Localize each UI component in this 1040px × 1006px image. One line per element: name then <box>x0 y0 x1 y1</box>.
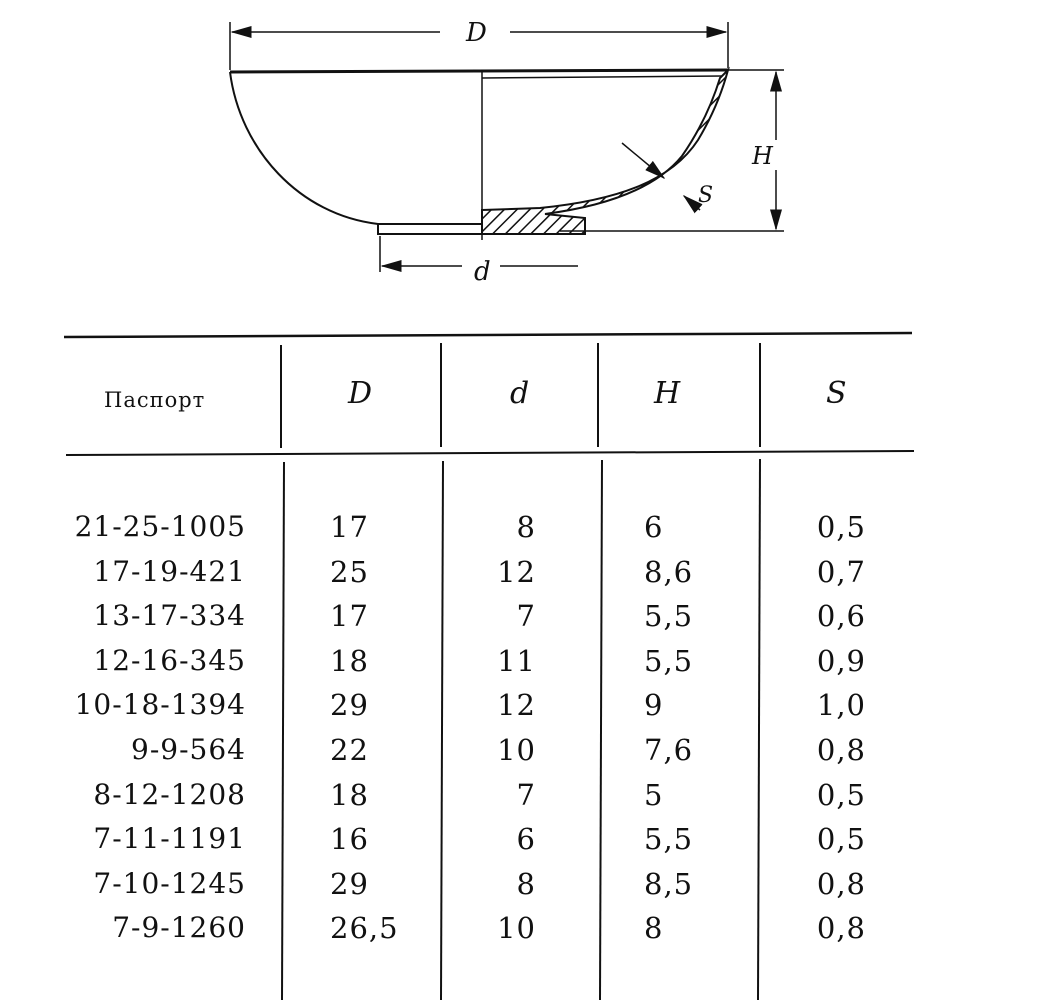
cell-h: 8 <box>644 911 664 946</box>
cell-passport: 7-10-1245 <box>93 866 246 900</box>
cell-s: 0,8 <box>816 733 866 767</box>
label-D: D <box>466 18 487 48</box>
cell-passport: 8-12-1208 <box>93 777 246 811</box>
cell-h: 7,6 <box>644 733 694 767</box>
cell-d: 22 <box>330 733 369 767</box>
cell-d: 11 <box>497 643 536 678</box>
cell-d: 10 <box>497 911 536 946</box>
cell-h: 6 <box>644 510 664 544</box>
cell-s: 0,5 <box>816 510 866 544</box>
cell-h: 8,5 <box>644 866 694 901</box>
label-H: H <box>752 142 773 170</box>
cell-s: 0,8 <box>816 866 866 901</box>
cell-s: 0,5 <box>816 822 866 857</box>
cell-d: 29 <box>330 866 369 901</box>
label-S: S <box>698 183 714 208</box>
cell-passport: 13-17-334 <box>93 599 246 633</box>
cell-d: 17 <box>330 599 369 634</box>
header-d: d <box>510 376 530 411</box>
cell-s: 0,7 <box>816 554 866 589</box>
cell-d: 12 <box>497 554 536 589</box>
cell-d: 12 <box>497 688 536 723</box>
label-d: d <box>474 257 491 287</box>
cell-passport: 7-9-1260 <box>112 911 246 945</box>
cell-d: 6 <box>516 822 536 857</box>
cell-d: 16 <box>330 822 369 857</box>
cell-s: 1,0 <box>816 688 866 723</box>
cell-s: 0,6 <box>816 599 866 634</box>
cell-h: 9 <box>644 688 664 723</box>
cell-h: 8,6 <box>644 554 694 589</box>
cell-h: 5,5 <box>644 643 694 678</box>
cell-d: 7 <box>516 777 536 812</box>
cell-passport: 17-19-421 <box>93 554 246 588</box>
cell-s: 0,5 <box>816 777 866 812</box>
cell-s: 0,9 <box>816 643 866 678</box>
cell-d: 18 <box>330 777 369 812</box>
cell-d: 26,5 <box>330 911 399 946</box>
header-S: S <box>826 376 847 411</box>
cell-h: 5 <box>644 777 664 812</box>
cell-d: 10 <box>497 733 536 767</box>
cell-d: 17 <box>330 510 369 544</box>
cell-passport: 7-11-1191 <box>93 822 246 856</box>
cell-h: 5,5 <box>644 822 694 857</box>
header-passport: Паспорт <box>104 388 206 412</box>
cell-d: 7 <box>516 599 536 634</box>
cell-s: 0,8 <box>816 911 866 946</box>
cell-h: 5,5 <box>644 599 694 634</box>
cell-passport: 9-9-564 <box>131 733 246 766</box>
cell-passport: 21-25-1005 <box>74 510 246 543</box>
cell-d: 8 <box>516 866 536 901</box>
cell-passport: 12-16-345 <box>93 643 246 677</box>
cell-passport: 10-18-1394 <box>74 688 246 722</box>
cell-d: 25 <box>330 554 369 589</box>
cell-d: 8 <box>516 510 536 544</box>
header-H: H <box>654 376 681 411</box>
cell-d: 18 <box>330 643 369 678</box>
cell-d: 29 <box>330 688 369 723</box>
header-D: D <box>348 376 373 411</box>
